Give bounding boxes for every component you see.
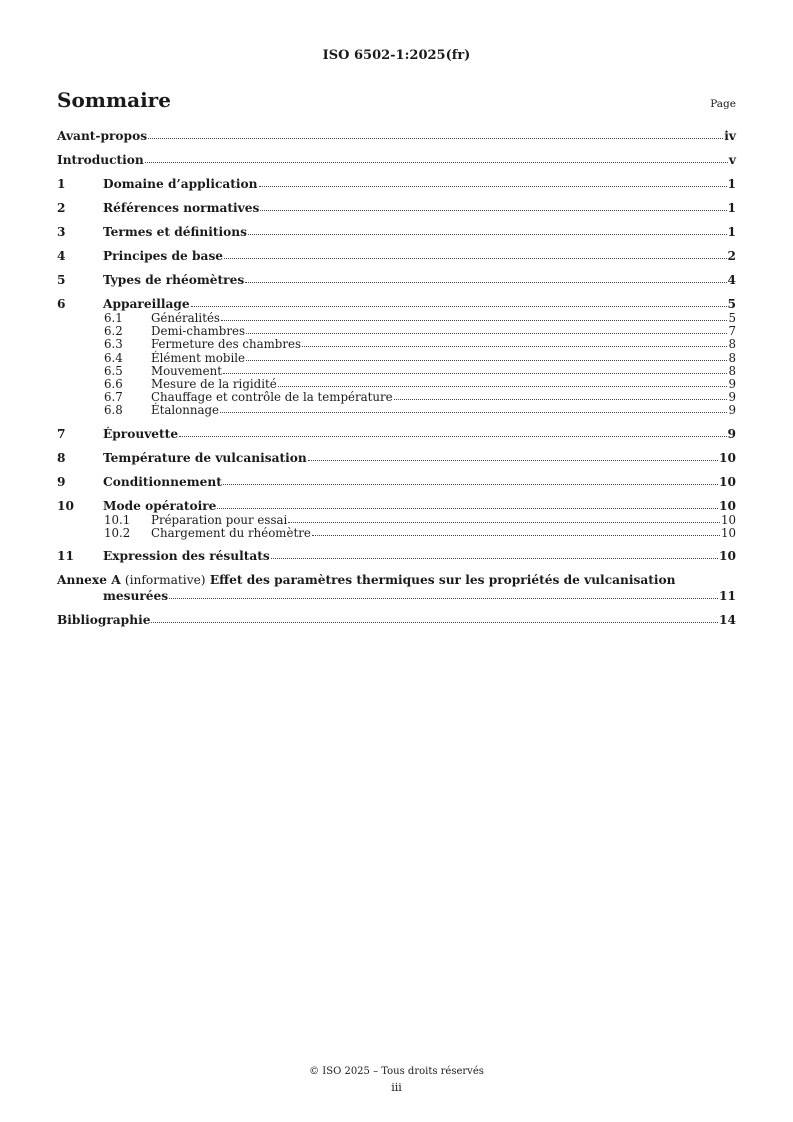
toc-label: Température de vulcanisation: [103, 450, 307, 465]
annex-title-line2: mesurées: [103, 588, 169, 603]
dot-leader: [169, 597, 718, 599]
toc-entry-introduction[interactable]: [57, 152, 736, 168]
annex-title-continuation: [57, 588, 736, 604]
dot-leader: [245, 281, 726, 283]
page-footer: [0, 1066, 793, 1094]
toc-label: Principes de base: [103, 249, 224, 263]
toc-page: 10: [719, 498, 736, 513]
toc-entry-avant-propos[interactable]: [57, 128, 736, 144]
dot-leader: [145, 161, 728, 163]
annex-prefix: Annexe A: [57, 572, 121, 587]
toc-label: Étalonnage: [151, 403, 220, 418]
dot-leader: [278, 385, 728, 387]
dot-leader: [217, 507, 718, 509]
toc-label: Chargement du rhéomètre: [151, 525, 311, 540]
toc-page: 11: [719, 588, 736, 603]
dot-leader: [312, 534, 720, 536]
dot-leader: [179, 435, 726, 437]
toc-page: 8: [728, 350, 736, 365]
toc-page: 2: [727, 249, 736, 263]
toc-label: Appareillage: [103, 297, 190, 311]
toc-entry-bibliographie[interactable]: [57, 612, 736, 628]
dot-leader: [246, 359, 727, 361]
toc-entry-section-11[interactable]: [57, 548, 736, 564]
toc-label: Éprouvette: [103, 426, 179, 441]
toc-label: Introduction: [57, 153, 144, 167]
toc-page: 1: [727, 201, 736, 215]
dot-leader: [148, 137, 723, 139]
dot-leader: [223, 483, 718, 485]
dot-leader: [248, 233, 727, 235]
toc-page: 14: [719, 612, 736, 627]
toc-entry-section-5[interactable]: [57, 272, 736, 288]
toc-entry-section-8[interactable]: [57, 450, 736, 466]
toc-label: Fermeture des chambres: [151, 337, 302, 352]
toc-label: Élément mobile: [151, 350, 245, 365]
page-title: Sommaire: [57, 88, 171, 112]
toc-page: 4: [727, 273, 736, 287]
toc-entry-section-6[interactable]: [57, 296, 736, 312]
toc-number: 8: [57, 450, 66, 465]
dot-leader: [191, 305, 727, 307]
toc-number: 6.2: [104, 324, 123, 339]
dot-leader: [288, 521, 720, 523]
toc-number: 6.1: [104, 311, 123, 325]
toc-label: Bibliographie: [57, 612, 151, 627]
toc-label: Préparation pour essai: [151, 512, 288, 527]
toc-page: 9: [728, 403, 736, 418]
toc-label: Mouvement: [151, 363, 222, 378]
toc-subentry-10-1[interactable]: [57, 514, 736, 527]
toc-label: Conditionnement: [103, 474, 222, 489]
toc-number: 6: [57, 297, 66, 311]
toc-label: Expression des résultats: [103, 548, 270, 563]
dot-leader: [220, 411, 727, 413]
toc-entry-section-2[interactable]: [57, 200, 736, 216]
dot-leader: [259, 185, 727, 187]
toc-label: Demi-chambres: [151, 324, 246, 339]
toc-page: 8: [728, 337, 736, 352]
toc-page: 1: [727, 177, 736, 191]
dot-leader: [224, 257, 726, 259]
dot-leader: [308, 459, 718, 461]
toc-number: 6.5: [104, 363, 123, 378]
toc-entry-section-9[interactable]: [57, 474, 736, 490]
toc-page: 9: [728, 390, 736, 405]
toc-number: 6.7: [104, 390, 123, 405]
toc-page: 5: [728, 311, 736, 325]
toc-page: v: [728, 153, 736, 167]
annex-title-line: [57, 572, 736, 588]
toc-entry-section-7[interactable]: [57, 426, 736, 442]
page-number: iii: [391, 1081, 402, 1094]
toc-label: Mesure de la rigidité: [151, 376, 277, 391]
toc-page: 8: [728, 363, 736, 378]
toc-number: 6.8: [104, 403, 123, 418]
toc-number: 10.1: [104, 512, 131, 527]
dot-leader: [302, 345, 727, 347]
toc-number: 5: [57, 273, 66, 287]
toc-number: 10: [57, 498, 74, 513]
toc-entry-annex-a[interactable]: [57, 572, 736, 604]
toc-page: 10: [719, 450, 736, 465]
toc-label: Avant-propos: [57, 129, 148, 143]
table-of-contents: [57, 128, 736, 628]
toc-label: Types de rhéomètres: [103, 273, 245, 287]
title-row: [57, 88, 736, 112]
toc-number: 1: [57, 177, 66, 191]
dot-leader: [221, 319, 728, 321]
toc-label: Chauffage et contrôle de la température: [151, 390, 393, 405]
toc-page: 5: [727, 297, 736, 311]
toc-page: 7: [728, 324, 736, 339]
toc-page: 1: [727, 225, 736, 239]
toc-label: Termes et définitions: [103, 225, 247, 239]
toc-entry-section-3[interactable]: [57, 224, 736, 240]
toc-number: 6.3: [104, 337, 123, 352]
dot-leader: [271, 557, 718, 559]
toc-subentry-6-8[interactable]: [57, 404, 736, 417]
toc-number: 3: [57, 225, 66, 239]
toc-label: Généralités: [151, 311, 220, 325]
document-header: ISO 6502-1:2025(fr): [322, 48, 471, 63]
toc-subentry-10-2[interactable]: [57, 527, 736, 540]
toc-page: iv: [724, 129, 736, 143]
toc-number: 11: [57, 548, 74, 563]
toc-entry-section-4[interactable]: [57, 248, 736, 264]
toc-page: 10: [720, 512, 736, 527]
page-column-label: Page: [710, 98, 736, 110]
toc-number: 6.6: [104, 376, 123, 391]
annex-type: (informative): [124, 572, 206, 587]
toc-subentry-6-4[interactable]: [57, 352, 736, 365]
toc-page: 10: [719, 474, 736, 489]
toc-number: 7: [57, 426, 66, 441]
dot-leader: [151, 621, 718, 623]
toc-page: 9: [727, 426, 736, 441]
toc-number: 6.4: [104, 350, 123, 365]
dot-leader: [223, 372, 728, 374]
toc-page: 9: [728, 376, 736, 391]
copyright-notice: © ISO 2025 – Tous droits réservés: [309, 1066, 484, 1077]
toc-label: Références normatives: [103, 201, 260, 215]
toc-subentry-6-5[interactable]: [57, 365, 736, 378]
toc-entry-section-1[interactable]: [57, 176, 736, 192]
annex-title-line1: Effet des paramètres thermiques sur les propriétés de vulcanisation: [209, 572, 676, 587]
toc-number: 4: [57, 249, 66, 263]
toc-page: 10: [719, 548, 736, 563]
toc-number: 10.2: [104, 525, 131, 540]
toc-entry-section-10[interactable]: [57, 498, 736, 514]
dot-leader: [394, 398, 728, 400]
toc-label: Mode opératoire: [103, 498, 217, 513]
toc-page: 10: [720, 525, 736, 540]
toc-label: Domaine d’application: [103, 177, 258, 191]
dot-leader: [260, 209, 726, 211]
toc-subentry-6-3[interactable]: [57, 338, 736, 351]
dot-leader: [246, 332, 727, 334]
toc-number: 9: [57, 474, 66, 489]
toc-number: 2: [57, 201, 66, 215]
